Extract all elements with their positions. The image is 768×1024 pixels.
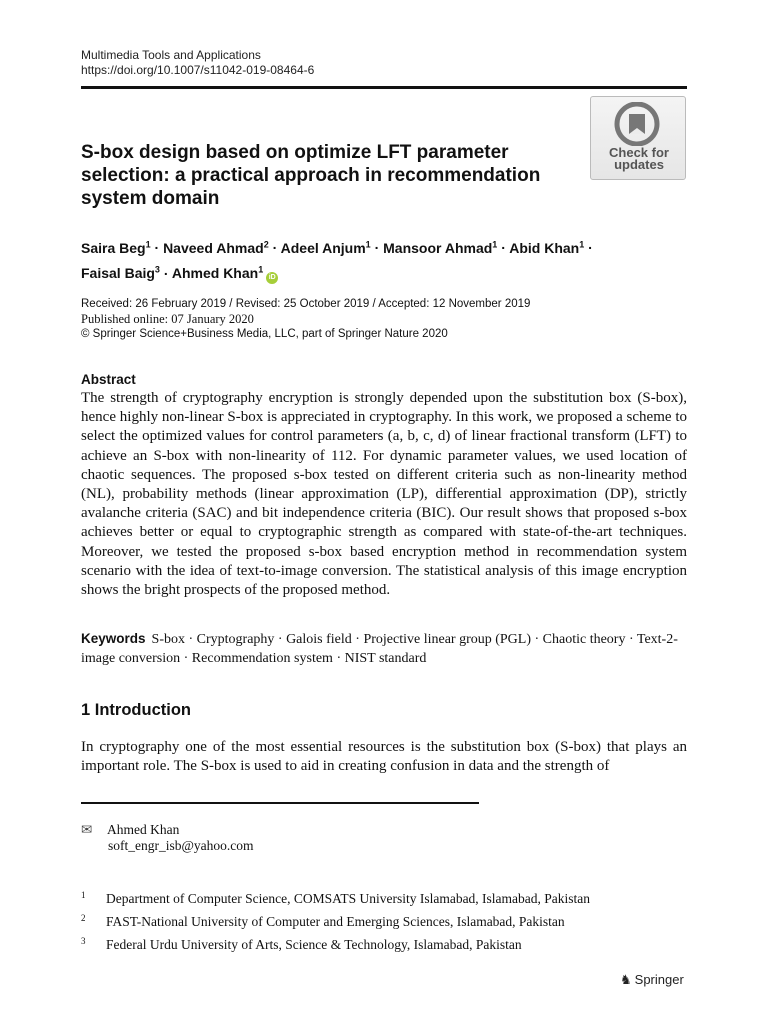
author[interactable]: Saira Beg$^1$ (81, 239, 151, 256)
header-rule (81, 86, 687, 89)
badge-label: Check for updates (609, 145, 669, 172)
check-for-updates-badge[interactable] (590, 96, 686, 180)
abstract-body: The strength of cryptography encryption is strongly depended upon the substitution box (S-box), hence highly non-linear S-box is appreciated in cryptography. In this work, we proposed a scheme to select the optimized values for control parameters (a, b, c, d) of linear fractional transform (LFT) to achieve an S-box with non-linearity of 112. For dynamic parameter values, we used location of chaotic sequences. The proposed s-box tested on different criteria such as non-linearity method (NL), probability methods (linear approximation (LP), differential approximation (DP), strictly avalanche criteria (SAC) and bit independence criteria (BIC). Our result shows that proposed s-box achieves better or equal to cryptographic strength as compared with state-of-the-art techniques. Moreover, we tested the proposed s-box based encryption method in recommendation system scenario with the idea of text-to-image conversion. The statistical analysis of this image encryption shows the bright prospects of the proposed method. (81, 390, 687, 599)
corresponding-email[interactable]: soft_engr_isb@yahoo.com (108, 838, 254, 853)
orcid-icon[interactable]: iD (266, 272, 278, 284)
copyright: © Springer Science+Business Media, LLC, part of Springer Nature 2020 (81, 328, 448, 340)
envelope-icon: ✉ (81, 822, 93, 837)
affiliation: $^1$ Department of Computer Science, COMSATS University Islamabad, Islamabad, Pakistan (81, 890, 591, 906)
footnote-rule (81, 802, 479, 804)
correspondence (81, 822, 254, 854)
section-heading: 1 Introduction (81, 701, 191, 719)
affiliation: $^2$ FAST-National University of Computer and Emerging Sciences, Islamabad, Pakistan (81, 913, 565, 929)
updates-icon (609, 102, 665, 146)
history-dates: Received: 26 February 2019 / Revised: 25 October 2019 / Accepted: 12 November 2019 (81, 298, 531, 310)
springer-horse-icon: ♞ (620, 972, 632, 987)
author[interactable]: Abid Khan$^1$ (509, 239, 585, 256)
intro-paragraph: In cryptography one of the most essential resources is the substitution box (S-box) that plays an important role. The S-box is used to aid in creating confusion in data and the strength of (81, 739, 687, 775)
author[interactable]: Adeel Anjum$^1$ (280, 239, 371, 256)
publication-history (81, 297, 530, 342)
journal-name: Multimedia Tools and Applications (81, 48, 261, 62)
author[interactable]: Mansoor Ahmad$^1$ (383, 239, 498, 256)
author[interactable]: Faisal Baig$^3$ (81, 264, 160, 282)
corresponding-author: Ahmed Khan (107, 822, 180, 837)
keywords-label: Keywords (81, 631, 146, 646)
paper-title: S-box design based on optimize LFT parameter selection: a practical approach in recommendation system domain (81, 142, 541, 209)
abstract-heading: Abstract (81, 372, 136, 387)
published-date: Published online: 07 January 2020 (81, 312, 254, 326)
author[interactable]: Ahmed Khan$^1$ (171, 264, 264, 282)
publisher-logo: ♞ Springer (620, 972, 684, 987)
keywords-text: S-box · Cryptography · Galois field · Projective linear group (PGL) · Chaotic theory · Text-2-image conversion · Recommendation system · NIST standard (81, 632, 678, 666)
journal-header (81, 48, 314, 78)
affiliation: $^3$ Federal Urdu University of Arts, Science & Technology, Islamabad, Pakistan (81, 936, 522, 952)
keywords (81, 629, 687, 668)
author-list: Saira Beg$^1$ · Naveed Ahmad$^2$ · Adeel Anjum$^1$ · Mansoor Ahmad$^1$ · Abid Khan$^1$ · Faisal Baig$^3$ · Ahmed Khan$^1$iD (81, 233, 641, 284)
author[interactable]: Naveed Ahmad$^2$ (163, 239, 269, 256)
doi-link[interactable]: https://doi.org/10.1007/s11042-019-08464-6 (81, 63, 315, 77)
